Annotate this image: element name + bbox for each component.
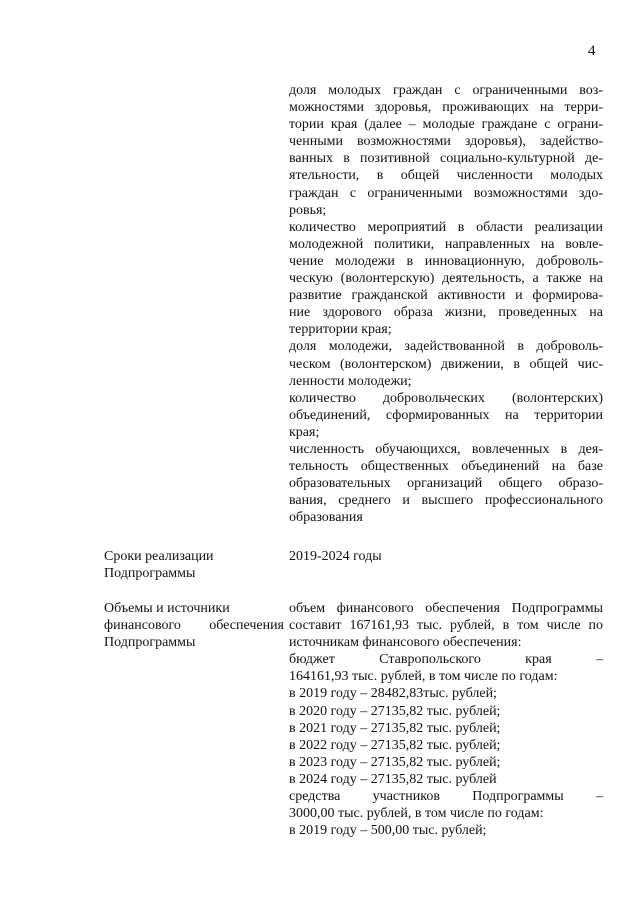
text-line: составит 167161,93 тыс. рублей, в том числе по bbox=[289, 618, 603, 634]
text-line: ние здорового образа жизни, проведенных на bbox=[289, 305, 603, 321]
text-line: образовательных организаций общего образо- bbox=[289, 476, 603, 492]
label-line: финансового обеспечения bbox=[104, 618, 284, 634]
text-line: ческом (волонтерском) движении, в общей чис- bbox=[289, 356, 603, 372]
indicator-item bbox=[289, 219, 603, 339]
text-line: доля молодежи, задействованной в доброволь- bbox=[289, 339, 603, 355]
terms-years: 2019-2024 годы bbox=[289, 549, 382, 564]
text-line: образования bbox=[289, 510, 363, 526]
label-line: Объемы и источники bbox=[104, 601, 230, 616]
year-amount: в 2022 году – 27135,82 тыс. рублей; bbox=[289, 737, 501, 753]
text-line: объединений, сформированных на территории bbox=[289, 407, 603, 423]
text-line: средства участников Подпрограммы – bbox=[289, 789, 603, 805]
text-line: вания, среднего и высшего профессионального bbox=[289, 493, 603, 509]
finance-label bbox=[104, 600, 284, 651]
text-line: объем финансового обеспечения Подпрограммы bbox=[289, 601, 603, 616]
indicator-item bbox=[289, 441, 603, 526]
text-line: можностями здоровья, проживающих на терри- bbox=[289, 100, 603, 116]
text-line: края; bbox=[289, 424, 320, 440]
text-line: бюджет Ставропольского края – bbox=[289, 652, 603, 668]
text-line: развитие гражданской активности и формирова- bbox=[289, 288, 603, 304]
finance-intro bbox=[289, 600, 603, 651]
budget-block bbox=[289, 651, 603, 788]
label-line: Подпрограммы bbox=[104, 566, 196, 582]
indicator-item bbox=[289, 82, 603, 219]
text-line: количество добровольческих (волонтерских) bbox=[289, 390, 603, 406]
indicator-item bbox=[289, 338, 603, 389]
text-line: ческую (волонтерскую) деятельность, а также на bbox=[289, 271, 603, 287]
text-line: тельность общественных объединений на базе bbox=[289, 459, 603, 475]
text-line: 164161,93 тыс. рублей, в том числе по годам: bbox=[289, 669, 558, 685]
text-line: доля молодых граждан с ограниченными воз- bbox=[289, 83, 603, 98]
text-line: молодежной политики, направленных на вовле- bbox=[289, 236, 603, 252]
text-line: ченными возможностями здоровья), задейство- bbox=[289, 134, 603, 150]
text-line: источникам финансового обеспечения: bbox=[289, 635, 522, 651]
year-amount: в 2023 году – 27135,82 тыс. рублей; bbox=[289, 754, 501, 770]
text-line: ятельности, в общей численности молодых bbox=[289, 168, 603, 184]
terms-label bbox=[104, 548, 284, 582]
indicator-item bbox=[289, 390, 603, 441]
text-line: тории края (далее – молодые граждане с ограни- bbox=[289, 117, 603, 133]
text-line: численность обучающихся, вовлеченных в дея- bbox=[289, 441, 603, 457]
finance-value bbox=[289, 600, 603, 839]
year-amount: в 2024 году – 27135,82 тыс. рублей bbox=[289, 771, 497, 787]
text-line: 3000,00 тыс. рублей, в том числе по годам: bbox=[289, 806, 544, 822]
text-line: чение молодежи в инновационную, доброволь- bbox=[289, 253, 603, 269]
label-line: Подпрограммы bbox=[104, 635, 196, 651]
year-amount: в 2020 году – 27135,82 тыс. рублей; bbox=[289, 703, 501, 719]
terms-value bbox=[289, 548, 603, 565]
text-line: ленности молодежи; bbox=[289, 373, 412, 389]
year-amount: в 2019 году – 28482,83тыс. рублей; bbox=[289, 686, 497, 702]
text-line: граждан с ограниченными возможностями здо- bbox=[289, 185, 603, 201]
text-line: количество мероприятий в области реализации bbox=[289, 219, 603, 235]
text-line: территории края; bbox=[289, 322, 392, 338]
text-line: ровья; bbox=[289, 202, 327, 218]
indicators-list bbox=[289, 82, 603, 526]
year-amount: в 2019 году – 500,00 тыс. рублей; bbox=[289, 823, 487, 839]
text-line: ванных в позитивной социально-культурной де- bbox=[289, 151, 603, 167]
participants-block bbox=[289, 788, 603, 839]
page-number: 4 bbox=[588, 43, 596, 59]
year-amount: в 2021 году – 27135,82 тыс. рублей; bbox=[289, 720, 501, 736]
label-line: Сроки реализации bbox=[104, 549, 214, 564]
